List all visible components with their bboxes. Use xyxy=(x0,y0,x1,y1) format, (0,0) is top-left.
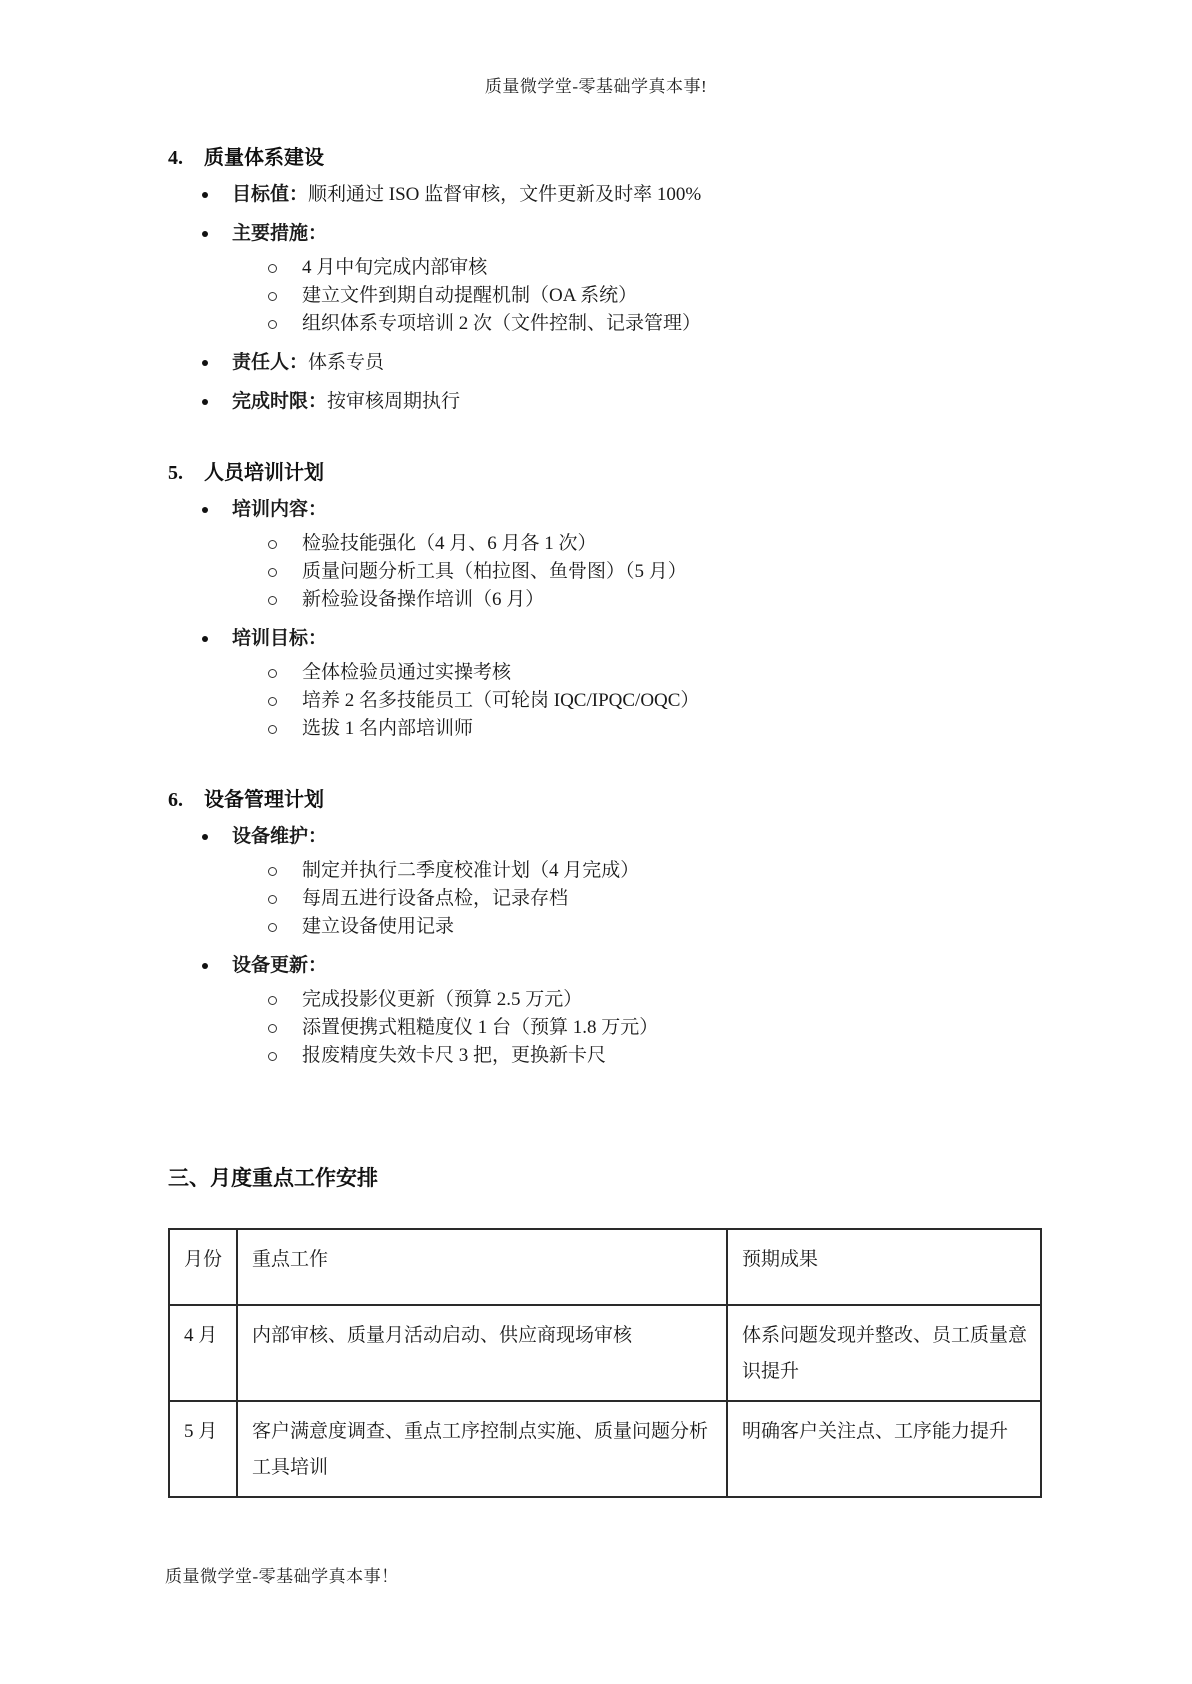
bullet-circle-icon xyxy=(268,996,277,1005)
cell-result: 体系问题发现并整改、员工质量意识提升 xyxy=(727,1305,1041,1401)
bullet-circle-icon xyxy=(268,867,277,876)
table-row xyxy=(169,1401,1041,1497)
section-number: 6. xyxy=(168,789,183,811)
bullet-circle-icon xyxy=(268,1052,277,1061)
col-header-month: 月份 xyxy=(169,1229,237,1305)
sub-bullet-item: 完成投影仪更新（预算 2.5 万元） xyxy=(268,986,1052,1014)
sub-bullet-item: 4 月中旬完成内部审核 xyxy=(268,254,1052,282)
bullet-text: 主要措施： xyxy=(232,223,328,244)
section-equipment-management xyxy=(168,783,1052,1070)
bullet-circle-icon xyxy=(268,264,277,273)
cell-work: 内部审核、质量月活动启动、供应商现场审核 xyxy=(237,1305,727,1401)
bullet-dot-icon xyxy=(202,963,208,969)
monthly-table xyxy=(168,1228,1042,1498)
sub-bullet-item: 培养 2 名多技能员工（可轮岗 IQC/IPQC/OQC） xyxy=(268,687,1052,715)
bullet-text: 目标值：顺利通过 ISO 监督审核，文件更新及时率 100% xyxy=(232,184,702,205)
sub-bullet-list xyxy=(168,254,1052,338)
sub-bullet-list xyxy=(168,659,1052,743)
bullet-dot-icon xyxy=(202,192,208,198)
sub-bullet-list xyxy=(168,857,1052,941)
table-row xyxy=(169,1305,1041,1401)
bullet-item xyxy=(202,220,1052,248)
bullet-circle-icon xyxy=(268,1024,277,1033)
sub-bullet-item: 质量问题分析工具（柏拉图、鱼骨图）（5 月） xyxy=(268,558,1052,586)
bullet-circle-icon xyxy=(268,923,277,932)
sub-bullet-item: 报废精度失效卡尺 3 把，更换新卡尺 xyxy=(268,1042,1052,1070)
bullet-circle-icon xyxy=(268,895,277,904)
bullet-item xyxy=(202,625,1052,653)
bullet-dot-icon xyxy=(202,399,208,405)
bullet-circle-icon xyxy=(268,568,277,577)
section-personnel-training xyxy=(168,456,1052,743)
bullet-item xyxy=(202,496,1052,524)
bullet-text: 设备维护： xyxy=(232,826,328,847)
table-header-row xyxy=(169,1229,1041,1305)
bullet-circle-icon xyxy=(268,725,277,734)
bullet-dot-icon xyxy=(202,231,208,237)
sub-bullet-item: 制定并执行二季度校准计划（4 月完成） xyxy=(268,857,1052,885)
bullet-dot-icon xyxy=(202,636,208,642)
cell-month: 4 月 xyxy=(169,1305,237,1401)
bullet-item xyxy=(202,952,1052,980)
page-header: 质量微学堂-零基础学真本事! xyxy=(484,77,708,96)
bullet-item xyxy=(202,823,1052,851)
bullet-circle-icon xyxy=(268,292,277,301)
bullet-text: 完成时限：按审核周期执行 xyxy=(232,391,461,412)
bullet-dot-icon xyxy=(202,507,208,513)
bullet-circle-icon xyxy=(268,540,277,549)
document-content xyxy=(0,141,1192,1070)
section-title: 人员培训计划 xyxy=(204,462,324,484)
bullet-dot-icon xyxy=(202,834,208,840)
section-heading xyxy=(168,456,1052,485)
bullet-text: 培训目标： xyxy=(232,628,328,649)
sub-bullet-item: 每周五进行设备点检，记录存档 xyxy=(268,885,1052,913)
section-heading xyxy=(168,783,1052,812)
sub-bullet-list xyxy=(168,530,1052,614)
cell-month: 5 月 xyxy=(169,1401,237,1497)
bullet-text: 设备更新： xyxy=(232,955,328,976)
col-header-work: 重点工作 xyxy=(237,1229,727,1305)
sub-bullet-item: 组织体系专项培训 2 次（文件控制、记录管理） xyxy=(268,310,1052,338)
cell-work: 客户满意度调查、重点工序控制点实施、质量问题分析工具培训 xyxy=(237,1401,727,1497)
sub-bullet-item: 新检验设备操作培训（6 月） xyxy=(268,586,1052,614)
sub-bullet-list xyxy=(168,986,1052,1070)
monthly-heading: 三、月度重点工作安排 xyxy=(168,1166,378,1190)
bullet-circle-icon xyxy=(268,697,277,706)
section-title: 设备管理计划 xyxy=(204,789,324,811)
sub-bullet-item: 建立文件到期自动提醒机制（OA 系统） xyxy=(268,282,1052,310)
bullet-dot-icon xyxy=(202,360,208,366)
sub-bullet-item: 全体检验员通过实操考核 xyxy=(268,659,1052,687)
section-quality-system xyxy=(168,141,1052,416)
bullet-item xyxy=(202,181,1052,209)
section-title: 质量体系建设 xyxy=(204,147,324,169)
cell-result: 明确客户关注点、工序能力提升 xyxy=(727,1401,1041,1497)
bullet-text: 责任人：体系专员 xyxy=(232,352,385,373)
section-heading xyxy=(168,141,1052,170)
sub-bullet-item: 选拔 1 名内部培训师 xyxy=(268,715,1052,743)
section-number: 4. xyxy=(168,147,183,169)
bullet-circle-icon xyxy=(268,596,277,605)
bullet-circle-icon xyxy=(268,669,277,678)
sub-bullet-item: 添置便携式粗糙度仪 1 台（预算 1.8 万元） xyxy=(268,1014,1052,1042)
bullet-text: 培训内容： xyxy=(232,499,328,520)
section-number: 5. xyxy=(168,462,183,484)
bullet-item xyxy=(202,388,1052,416)
bullet-item xyxy=(202,349,1052,377)
bullet-circle-icon xyxy=(268,320,277,329)
sub-bullet-item: 建立设备使用记录 xyxy=(268,913,1052,941)
sub-bullet-item: 检验技能强化（4 月、6 月各 1 次） xyxy=(268,530,1052,558)
page-footer: 质量微学堂-零基础学真本事！ xyxy=(165,1567,399,1586)
col-header-result: 预期成果 xyxy=(727,1229,1041,1305)
